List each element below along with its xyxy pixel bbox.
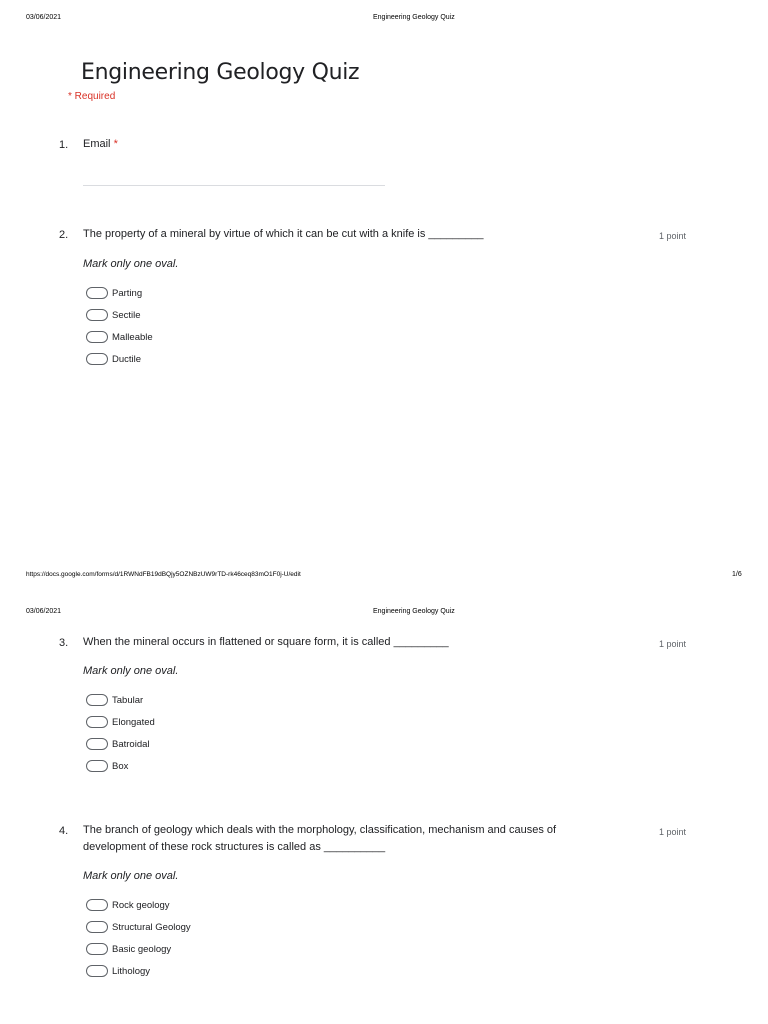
- radio-oval[interactable]: [86, 921, 108, 933]
- radio-option[interactable]: [86, 307, 153, 323]
- radio-oval[interactable]: [86, 287, 108, 299]
- option-label: Elongated: [112, 716, 155, 728]
- option-label: Parting: [112, 287, 143, 299]
- radio-oval[interactable]: [86, 331, 108, 343]
- print-header-title: Engineering Geology Quiz: [373, 608, 455, 615]
- radio-option[interactable]: [86, 963, 191, 979]
- radio-oval[interactable]: [86, 694, 108, 706]
- print-header-title: Engineering Geology Quiz: [373, 14, 455, 21]
- required-note: * Required: [68, 91, 116, 102]
- option-label: Rock geology: [112, 899, 170, 911]
- option-group-q3: [86, 692, 155, 774]
- option-label: Box: [112, 760, 129, 772]
- radio-oval[interactable]: [86, 353, 108, 365]
- radio-oval[interactable]: [86, 760, 108, 772]
- print-header-date: 03/06/2021: [26, 14, 62, 21]
- radio-oval[interactable]: [86, 309, 108, 321]
- question-text: [83, 822, 556, 856]
- radio-option[interactable]: [86, 285, 153, 301]
- question-number: 3.: [59, 637, 69, 649]
- radio-oval[interactable]: [86, 965, 108, 977]
- question-number: 2.: [59, 229, 69, 241]
- question-text: When the mineral occurs in flattened or square form, it is called _________: [83, 636, 449, 648]
- radio-oval[interactable]: [86, 738, 108, 750]
- question-text: The property of a mineral by virtue of which it can be cut with a knife is _________: [83, 228, 484, 240]
- form-title: Engineering Geology Quiz: [81, 60, 360, 85]
- radio-oval[interactable]: [86, 899, 108, 911]
- points-label: 1 point: [659, 639, 687, 649]
- radio-option[interactable]: [86, 919, 191, 935]
- question-email-label: [83, 136, 118, 153]
- radio-oval[interactable]: [86, 716, 108, 728]
- radio-option[interactable]: [86, 714, 155, 730]
- option-label: Malleable: [112, 331, 153, 343]
- instruction-text: Mark only one oval.: [83, 665, 179, 677]
- question-text: Email: [83, 138, 111, 150]
- option-group-q4: [86, 897, 191, 979]
- radio-option[interactable]: [86, 941, 191, 957]
- print-footer-url: https://docs.google.com/forms/d/1RWNdFB19dBQjy5OZNBzUW9rTD-rk46ceq83mO1F0j-U/edit: [26, 571, 301, 578]
- print-footer-page: 1/6: [732, 571, 742, 578]
- radio-option[interactable]: [86, 329, 153, 345]
- email-input[interactable]: [83, 185, 385, 186]
- points-label: 1 point: [659, 231, 687, 241]
- option-label: Basic geology: [112, 943, 172, 955]
- question-text-line: development of these rock structures is called as __________: [83, 841, 386, 853]
- question-number: 1.: [59, 139, 69, 151]
- radio-option[interactable]: [86, 736, 155, 752]
- option-label: Sectile: [112, 309, 141, 321]
- points-label: 1 point: [659, 827, 687, 837]
- radio-option[interactable]: [86, 758, 155, 774]
- option-label: Lithology: [112, 965, 151, 977]
- radio-option[interactable]: [86, 692, 155, 708]
- question-number: 4.: [59, 825, 69, 837]
- question-text-line: The branch of geology which deals with the morphology, classification, mechanism and causes of: [83, 824, 557, 836]
- radio-option[interactable]: [86, 897, 191, 913]
- option-label: Structural Geology: [112, 921, 191, 933]
- option-label: Batroidal: [112, 738, 150, 750]
- radio-option[interactable]: [86, 351, 153, 367]
- option-label: Tabular: [112, 694, 144, 706]
- required-asterisk: *: [113, 138, 118, 150]
- radio-oval[interactable]: [86, 943, 108, 955]
- print-header-date: 03/06/2021: [26, 608, 62, 615]
- option-group-q2: [86, 285, 153, 367]
- instruction-text: Mark only one oval.: [83, 258, 179, 270]
- instruction-text: Mark only one oval.: [83, 870, 179, 882]
- option-label: Ductile: [112, 353, 142, 365]
